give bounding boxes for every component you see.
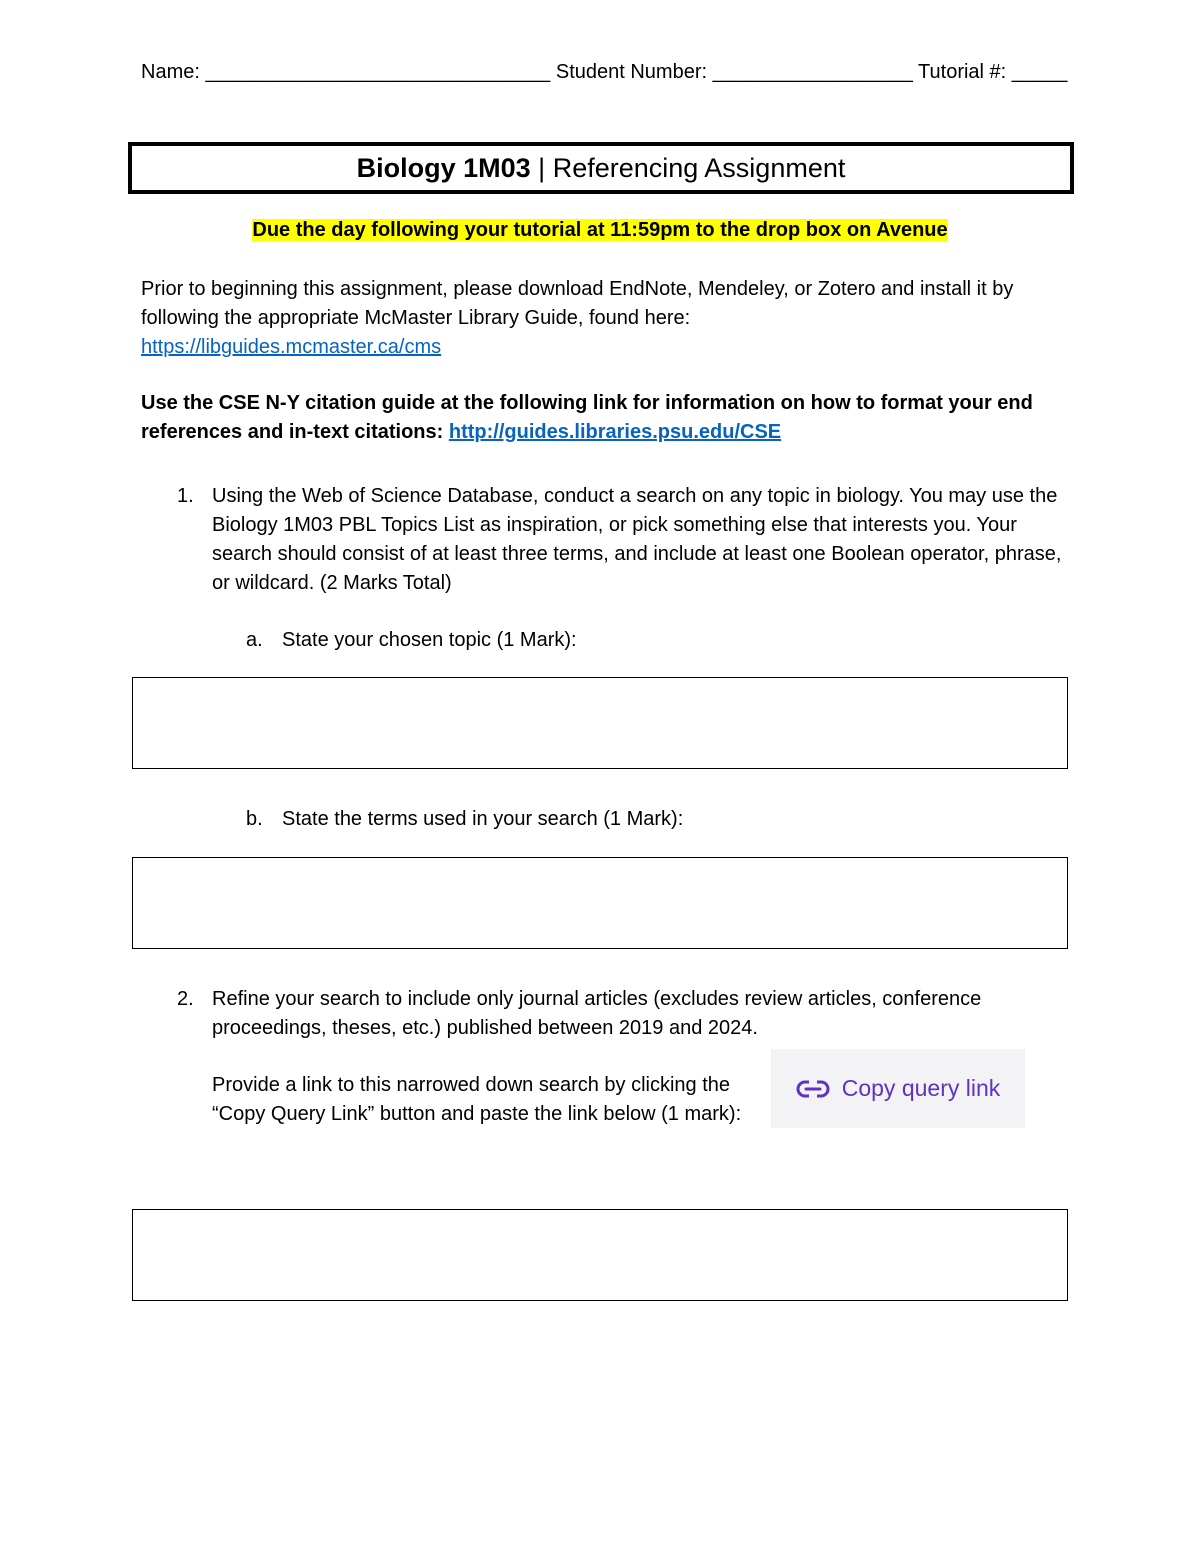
question-1b-text: State the terms used in your search (1 Mark): xyxy=(282,808,684,830)
student-number-blank[interactable]: __________________ xyxy=(712,61,913,83)
intro-paragraph xyxy=(141,275,1071,362)
assignment-title: Referencing Assignment xyxy=(552,153,846,183)
student-number-label: Student Number: xyxy=(555,61,708,83)
answer-box-search-terms[interactable] xyxy=(132,857,1068,949)
copy-query-link-button[interactable] xyxy=(771,1049,1025,1128)
copy-query-link-label: Copy query link xyxy=(841,1075,1001,1101)
question-2-text: Refine your search to include only journal articles (excludes review articles, conference proceedings, theses, etc.) published between 2019 and 2024. xyxy=(212,988,982,1039)
question-2-instruction: Provide a link to this narrowed down search by clicking the “Copy Query Link” button and paste the link below (1 mark): xyxy=(212,1074,742,1125)
due-notice-text: Due the day following your tutorial at 11:59pm to the drop box on Avenue xyxy=(252,219,948,241)
title-separator: | xyxy=(538,153,546,183)
name-label: Name: xyxy=(141,61,200,83)
cse-guide-link[interactable]: http://guides.libraries.psu.edu/CSE xyxy=(448,421,782,443)
intro-text: Prior to beginning this assignment, please download EndNote, Mendeley, or Zotero and install it by following the appropriate McMaster Library Guide, found here: xyxy=(141,278,1014,329)
question-1-number: 1. xyxy=(177,485,194,507)
cse-guide-text: Use the CSE N-Y citation guide at the following link for information on how to format your end references and in-text citations: xyxy=(141,392,1033,443)
question-1-text: Using the Web of Science Database, conduct a search on any topic in biology. You may use the Biology 1M03 PBL Topics List as inspiration, or pick something else that interests you. Your search should consist of at least three terms, and include at least one Boolean operator, phrase, or wildcard. (2 Marks Total) xyxy=(212,485,1062,594)
course-code: Biology 1M03 xyxy=(356,153,531,183)
cse-guide-paragraph xyxy=(141,389,1071,447)
question-1a-text: State your chosen topic (1 Mark): xyxy=(282,629,577,651)
link-icon xyxy=(796,1079,830,1099)
name-blank[interactable]: _______________________________ xyxy=(205,61,551,83)
tutorial-blank[interactable]: _____ xyxy=(1011,61,1068,83)
answer-box-chosen-topic[interactable] xyxy=(132,677,1068,769)
tutorial-label: Tutorial #: xyxy=(918,61,1007,83)
libguides-link[interactable]: https://libguides.mcmaster.ca/cms xyxy=(141,336,442,358)
answer-box-query-link[interactable] xyxy=(132,1209,1068,1301)
question-1b-letter: b. xyxy=(246,808,263,830)
due-notice xyxy=(0,216,1200,244)
question-2-number: 2. xyxy=(177,988,194,1010)
question-1a-letter: a. xyxy=(246,629,263,651)
student-info-line xyxy=(141,58,1101,86)
title-box xyxy=(128,142,1074,194)
